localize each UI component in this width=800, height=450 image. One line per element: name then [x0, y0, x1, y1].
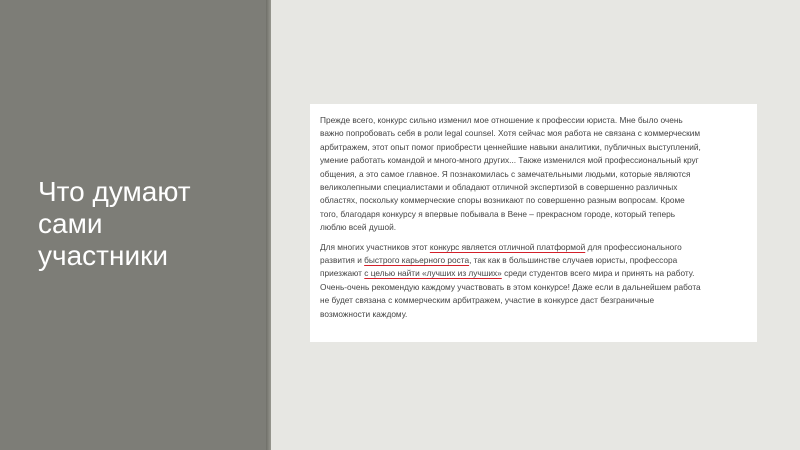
- highlighted-phrase: с целью найти «лучших из лучших»: [364, 268, 502, 279]
- slide-title-line-1: Что думают: [38, 176, 191, 207]
- quote-line: Очень-очень рекомендую каждому участвовать в этом конкурсе! Даже если в дальнейшем работа: [320, 281, 701, 292]
- quote-paragraph-2: [320, 241, 748, 321]
- slide-title-line-3: участники: [38, 240, 168, 271]
- quote-line: не будет связана с коммерческим арбитражем, участие в конкурсе даст безграничные: [320, 295, 655, 306]
- quote-line: областях, поскольку коммерческие споры возникают по совершенно разным вопросам. Кроме: [320, 195, 685, 206]
- quote-line: того, благодаря конкурсу я впервые побывала в Вене – прекрасном городе, который теперь: [320, 208, 676, 219]
- quote-text: среди студентов всего мира и принять на работу.: [501, 268, 695, 279]
- slide-title-line-2: сами: [38, 208, 103, 239]
- quote-paragraph-1: [320, 114, 748, 235]
- quote-line: важно попробовать себя в роли legal counsel. Хотя сейчас моя работа не связана с коммерческим: [320, 128, 701, 139]
- quote-line: [320, 267, 748, 280]
- quote-line: общения, а это самое главное. Я познакомилась с замечательными людьми, которые являются: [320, 168, 691, 179]
- quote-line: [320, 241, 748, 254]
- slide-title: [38, 176, 258, 272]
- quote-line: умение работать командой и много-много других... Также изменился мой профессиональный круг: [320, 155, 699, 166]
- quote-text: , так как в большинстве случаев юристы, профессора: [469, 255, 678, 266]
- quote-line: [320, 254, 748, 267]
- quote-text: для профессионального: [585, 241, 682, 252]
- highlighted-phrase: быстрого карьерного роста: [364, 255, 470, 266]
- panel-divider: [266, 0, 271, 450]
- quote-text: приезжают: [320, 268, 365, 279]
- quote-text: развития и: [320, 255, 365, 266]
- quote-text: Для многих участников этот: [320, 241, 430, 252]
- quote-line: арбитражем, этот опыт помог приобрести ценнейшие навыки аналитики, публичных выступлений,: [320, 141, 701, 152]
- quote-line: возможности каждому.: [320, 308, 408, 319]
- quote-line: люблю всей душой.: [320, 222, 397, 233]
- quote-line: великолепными специалистами и обладают отличной экспертизой в совершенно различных: [320, 182, 678, 193]
- highlighted-phrase: конкурс является отличной платформой: [429, 241, 586, 252]
- quote-card: [310, 104, 757, 342]
- quote-line: Прежде всего, конкурс сильно изменил мое отношение к профессии юриста. Мне было очень: [320, 115, 683, 125]
